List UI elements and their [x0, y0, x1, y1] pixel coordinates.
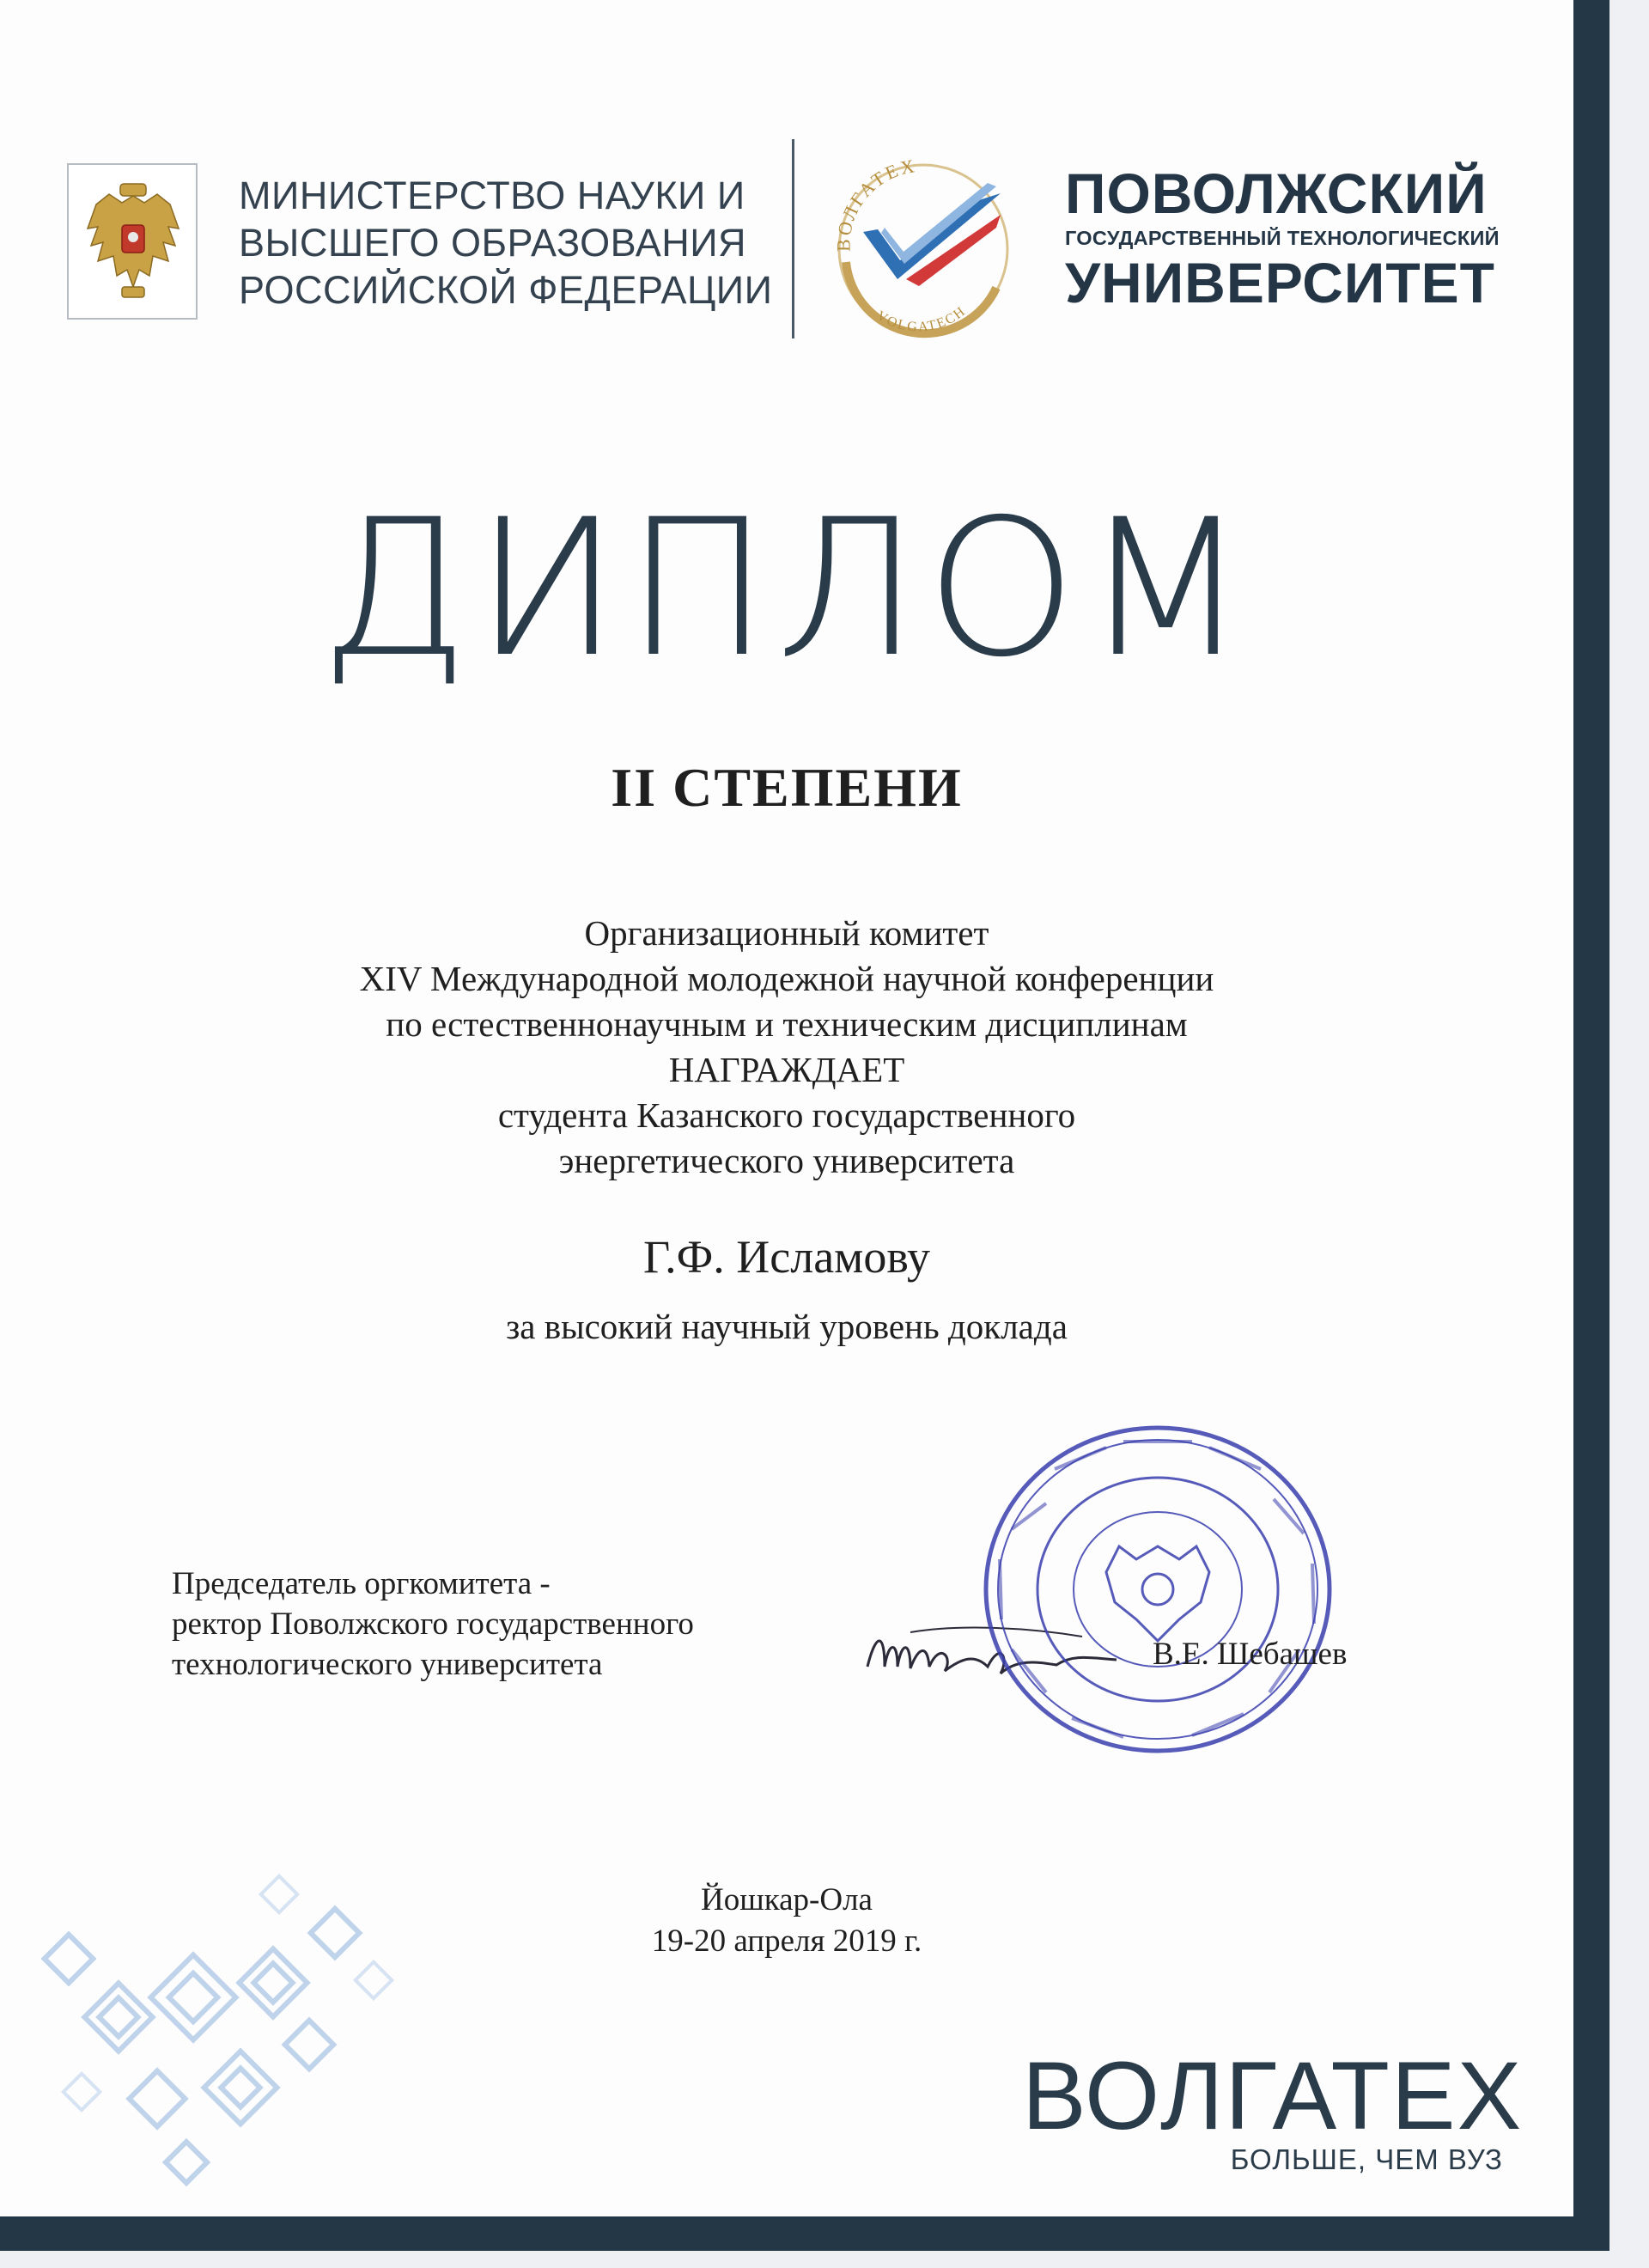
award-line-3: по естественнонаучным и техническим дисциплинам: [386, 1004, 1188, 1044]
coat-of-arms-icon: [79, 177, 187, 306]
award-line-4: НАГРАЖДАЕТ: [668, 1050, 905, 1089]
place-and-date: [0, 1880, 1573, 1962]
award-line-6: энергетического университета: [558, 1141, 1015, 1180]
frame-bottom: [0, 2216, 1609, 2251]
chair-line-2: ректор Поволжского государственного: [172, 1606, 694, 1642]
chair-line-3: технологического университета: [172, 1647, 603, 1682]
recipient-name: Г.Ф. Исламову: [643, 1231, 930, 1283]
official-stamp-icon: [977, 1418, 1338, 1761]
award-text: [0, 911, 1573, 1184]
award-reason: за высокий научный уровень доклада: [506, 1307, 1068, 1346]
ministry-name: [239, 172, 788, 314]
university-name: [1065, 163, 1546, 313]
coat-of-arms-frame: [67, 163, 198, 320]
university-line-1: ПОВОЛЖСКИЙ: [1065, 162, 1488, 225]
logo-bottom-text: VOLGATECH: [873, 303, 970, 335]
chair-title: [172, 1564, 859, 1685]
logo-top-text: ВОЛГАТЕХ: [832, 154, 919, 253]
brand-slogan: БОЛЬШЕ, ЧЕМ ВУЗ: [1230, 2143, 1503, 2175]
award-line-1: Организационный комитет: [584, 913, 989, 953]
ministry-line-2: ВЫСШЕГО ОБРАЗОВАНИЯ: [239, 221, 747, 265]
volgatech-logo-icon: [824, 150, 1022, 348]
header-divider: [792, 139, 794, 338]
place-city: Йошкар-Ола: [701, 1882, 873, 1917]
brand-name: ВОЛГАТЕХ: [1022, 2042, 1524, 2149]
signer-name: В.Е. Шебашев: [1153, 1637, 1348, 1672]
frame-right: [1573, 0, 1609, 2251]
university-line-2: ГОСУДАРСТВЕННЫЙ ТЕХНОЛОГИЧЕСКИЙ: [1065, 227, 1500, 249]
scan-edge-bottom: [0, 2251, 1649, 2268]
diploma-title: ДИПЛОМ: [319, 479, 1255, 698]
ministry-line-3: РОССИЙСКОЙ ФЕДЕРАЦИИ: [239, 268, 773, 312]
scan-edge-right: [1609, 0, 1649, 2268]
footer-brand: [1022, 2042, 1524, 2176]
chair-line-1: Председатель оргкомитета -: [172, 1566, 551, 1601]
award-line-5: студента Казанского государственного: [497, 1095, 1076, 1135]
ministry-line-1: МИНИСТЕРСТВО НАУКИ И: [239, 174, 745, 217]
university-line-3: УНИВЕРСИТЕТ: [1065, 251, 1495, 314]
event-date: 19-20 апреля 2019 г.: [651, 1924, 922, 1959]
diploma-degree: II СТЕПЕНИ: [611, 757, 963, 818]
award-line-2: XIV Международной молодежной научной конференции: [359, 959, 1214, 998]
